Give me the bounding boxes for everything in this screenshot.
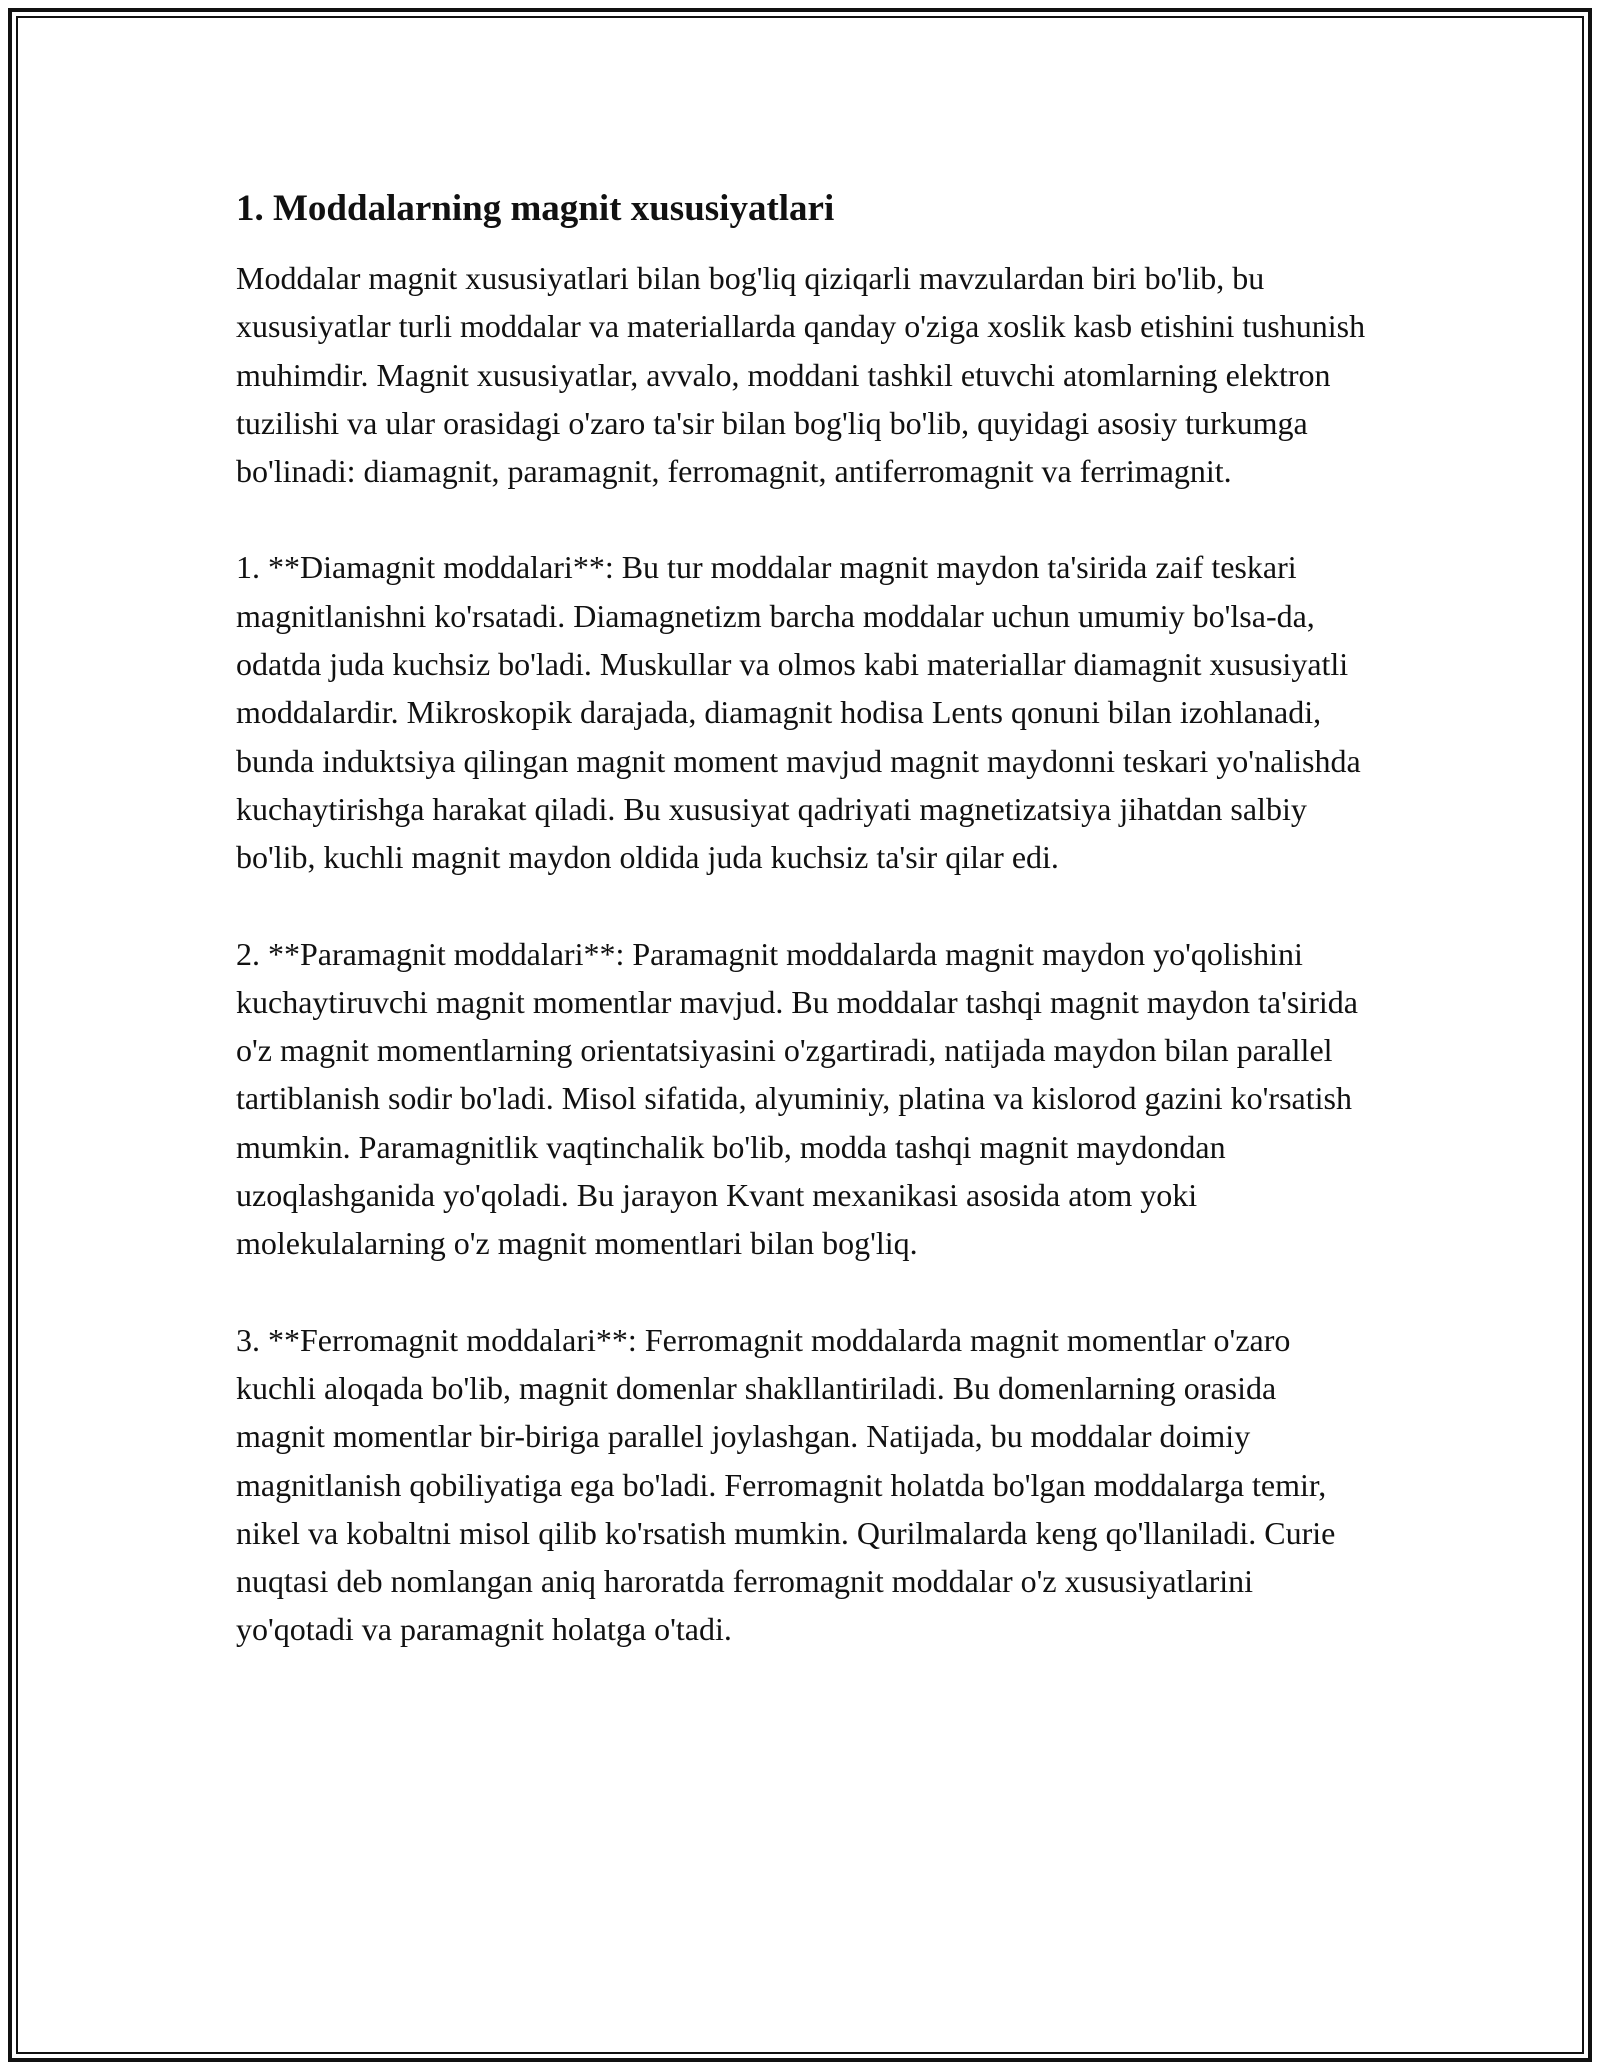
paragraph-ferromagnetic: 3. **Ferromagnit moddalari**: Ferromagnit moddalarda magnit momentlar o'zaro kuchli aloqada bo'lib, magnit domenlar shakllantiriladi. Bu domenlarning orasida magnit momentlar bir-biriga parallel joylashgan. Natijada, bu moddalar doimiy magnitlanish qobiliyatiga ega bo'ladi. Ferromagnit holatda bo'lgan moddalarga temir, nikel va kobaltni misol qilib ko'rsatish mumkin. Qurilmalarda keng qo'llaniladi. Curie nuqtasi deb nomlangan aniq haroratda ferromagnit moddalar o'z xususiyatlarini yo'qotadi va paramagnit holatga o'tadi. [236,1321,1336,1648]
paragraph-diamagnetic: 1. **Diamagnit moddalari**: Bu tur moddalar magnit maydon ta'sirida zaif teskari magnitlanishni ko'rsatadi. Diamagnetizm barcha moddalar uchun umumiy bo'lsa-da, odatda juda kuchsiz bo'ladi. Muskullar va olmos kabi materiallar diamagnit xususiyatli moddalardir. Mikroskopik darajada, diamagnit hodisa Lents qonuni bilan izohlanadi, bunda induktsiya qilingan magnit moment mavjud magnit maydonni teskari yo'nalishda kuchaytirishga harakat qiladi. Bu xususiyat qadriyati magnetizatsiya jihatdan salbiy bo'lib, kuchli magnit maydon oldida juda kuchsiz ta'sir qilar edi. [236,549,1361,876]
document-body [236,186,1366,1702]
paragraph-intro: Moddalar magnit xususiyatlari bilan bog'liq qiziqarli mavzulardan biri bo'lib, bu xususiyatlar turli moddalar va materiallarda qanday o'ziga xoslik kasb etishini tushunish muhimdir. Magnit xususiyatlar, avvalo, moddani tashkil etuvchi atomlarning elektron tuzilishi va ular orasidagi o'zaro ta'sir bilan bog'liq bo'lib, quyidagi asosiy turkumga bo'linadi: diamagnit, paramagnit, ferromagnit, antiferromagnit va ferrimagnit. [236,260,1366,490]
section-heading: 1. Moddalarning magnit xususiyatlari [236,188,835,229]
paragraph-paramagnetic: 2. **Paramagnit moddalari**: Paramagnit moddalarda magnit maydon yo'qolishini kuchaytiruvchi magnit momentlar mavjud. Bu moddalar tashqi magnit maydon ta'sirida o'z magnit momentlarning orientatsiyasini o'zgartiradi, natijada maydon bilan parallel tartiblanish sodir bo'ladi. Misol sifatida, alyuminiy, platina va kislorod gazini ko'rsatish mumkin. Paramagnitlik vaqtinchalik bo'lib, modda tashqi magnit maydondan uzoqlashganida yo'qoladi. Bu jarayon Kvant mexanikasi asosida atom yoki molekulalarning o'z magnit momentlari bilan bog'liq. [236,935,1358,1262]
